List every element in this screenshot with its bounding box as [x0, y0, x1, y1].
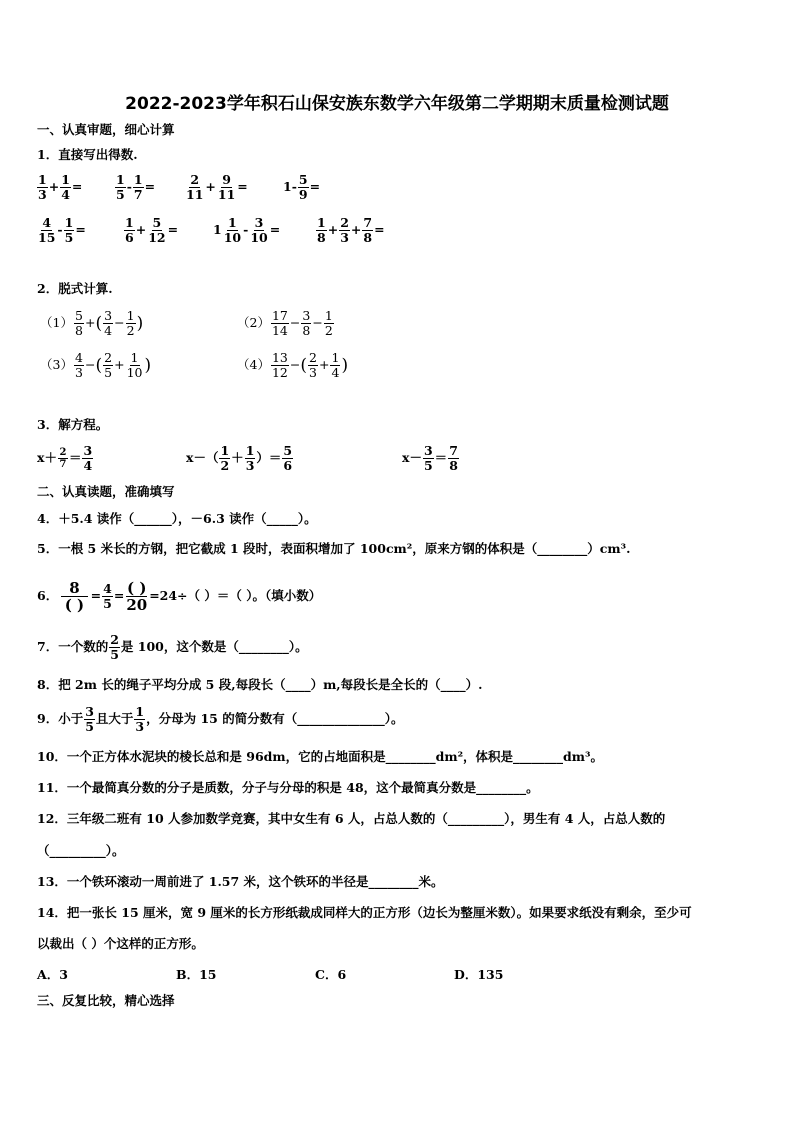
fraction: $\frac{2}{5}$	[110, 632, 119, 662]
q1-item-5: $\frac{4}{15}$ - $\frac{1}{5}$ =	[38, 215, 86, 245]
q1-item-6: $\frac{1}{6}$ + $\frac{5}{12}$ =	[125, 215, 179, 245]
fraction: $\frac{1}{2}$	[126, 308, 135, 338]
q3-equation-2: x－（ $\frac{1}{2}$ ＋ $\frac{1}{3}$ ）＝ $\frac{5}{6}$	[186, 443, 293, 473]
fraction: $\frac{2}{5}$	[104, 350, 113, 380]
fraction: $\frac{3}{4}$	[83, 443, 93, 473]
fraction: $\frac{1}{10}$	[126, 350, 143, 380]
q2-label: 2．脱式计算.	[37, 281, 113, 296]
fraction: $\frac{2}{7}$	[59, 447, 67, 470]
q2-item-1: （1） $\frac{5}{8}$ +( $\frac{3}{4}$ − $\frac{1}{2}$ )	[40, 308, 144, 338]
fraction: $\frac{1}{2}$	[220, 443, 230, 473]
fraction: $\frac{4}{3}$	[74, 350, 83, 380]
q11: 11．一个最简真分数的分子是质数，分子与分母的积是 48，这个最简真分数是________。	[37, 780, 539, 795]
q12-line-2: （_________）。	[37, 843, 125, 858]
fraction: $\frac{5}{6}$	[283, 443, 293, 473]
q8: 8．把 2m 长的绳子平均分成 5 段,每段长（____）m,每段长是全长的（____）.	[37, 677, 483, 692]
section-3-heading: 三、反复比较，精心选择	[37, 993, 175, 1008]
page-title: 2022-2023学年积石山保安族东数学六年级第二学期期末质量检测试题	[125, 94, 669, 114]
fraction: $\frac{4}{5}$	[103, 581, 112, 611]
q1-item-1: $\frac{1}{3}$ + $\frac{1}{4}$ =	[38, 172, 83, 202]
q3-label: 3．解方程。	[37, 417, 109, 432]
q7: 7．一个数的 $\frac{2}{5}$ 是 100，这个数是（________）。	[37, 632, 308, 662]
q2-item-2: （2） $\frac{17}{14}$ − $\frac{3}{8}$ − $\frac{1}{2}$	[237, 308, 333, 338]
q12-line-1: 12．三年级二班有 10 人参加数学竞赛，其中女生有 6 人，占总人数的（_________），男生有 4 人，占总人数的	[37, 811, 666, 826]
fraction: $\frac{7}{8}$	[449, 443, 458, 473]
q1-item-3: $\frac{2}{11}$ + $\frac{9}{11}$ =	[186, 172, 248, 202]
fraction: $\frac{( )}{20}$	[126, 579, 148, 614]
fraction: $\frac{7}{8}$	[363, 215, 373, 245]
fraction: $\frac{13}{12}$	[271, 350, 288, 380]
fraction: $\frac{1}{7}$	[133, 172, 143, 202]
q1-item-2: $\frac{1}{5}$ - $\frac{1}{7}$ =	[116, 172, 156, 202]
q9: 9．小于 $\frac{3}{5}$ 且大于 $\frac{1}{3}$ ，分母为 15 的简分数有（______________）。	[37, 704, 404, 734]
q2-item-3: （3） $\frac{4}{3}$ −( $\frac{2}{5}$ + $\frac{1}{10}$ )	[40, 350, 152, 380]
fraction: $\frac{2}{11}$	[186, 172, 204, 202]
fraction: $\frac{3}{5}$	[85, 704, 94, 734]
fraction: $\frac{8}{( )}$	[61, 580, 87, 613]
fraction: $\frac{1}{5}$	[116, 172, 125, 202]
q14-option-d: D．135	[454, 967, 504, 982]
q1-label: 1．直接写出得数.	[37, 147, 138, 162]
section-1-heading: 一、认真审题，细心计算	[37, 122, 175, 137]
q14-option-b: B．15	[176, 967, 217, 982]
fraction: $\frac{3}{4}$	[104, 308, 113, 338]
fraction: $\frac{1}{6}$	[125, 215, 134, 245]
fraction: $\frac{9}{11}$	[217, 172, 236, 202]
q10: 10．一个正方体水泥块的棱长总和是 96dm，它的占地面积是________dm²，体积是________dm³。	[37, 749, 603, 764]
q13: 13．一个铁环滚动一周前进了 1.57 米，这个铁环的半径是________米。	[37, 874, 444, 889]
q14-option-c: C．6	[315, 967, 347, 982]
q1-item-7: 1 $\frac{1}{10}$ - $\frac{3}{10}$ =	[213, 215, 281, 245]
q5: 5．一根 5 米长的方钢，把它截成 1 段时，表面积增加了 100cm²，原来方钢的体积是（________）cm³.	[37, 541, 631, 556]
fraction: $\frac{2}{3}$	[309, 350, 317, 380]
q6: 6． $\frac{8}{( )}$ = $\frac{4}{5}$ = $\frac{( )}{20}$ =24÷（ ）＝（ ）。（填小数）	[37, 579, 322, 614]
fraction: $\frac{3}{10}$	[250, 215, 268, 245]
q14-option-a: A．3	[37, 967, 68, 982]
fraction: $\frac{5}{12}$	[148, 215, 166, 245]
fraction: $\frac{5}{9}$	[298, 172, 308, 202]
fraction: $\frac{1}{8}$	[317, 215, 326, 245]
fraction: $\frac{1}{3}$	[38, 172, 47, 202]
fraction: $\frac{1}{4}$	[331, 350, 340, 380]
section-2-heading: 二、认真读题，准确填写	[37, 484, 175, 499]
q3-equation-1: x＋ $\frac{2}{7}$ ＝ $\frac{3}{4}$	[37, 443, 93, 473]
fraction: $\frac{1}{10}$	[223, 215, 242, 245]
fraction: $\frac{3}{5}$	[423, 443, 433, 473]
q1-item-8: $\frac{1}{8}$ + $\frac{2}{3}$ + $\frac{7}{8}$ =	[317, 215, 385, 245]
fraction: $\frac{1}{5}$	[64, 215, 74, 245]
q3-equation-3: x－ $\frac{3}{5}$ ＝ $\frac{7}{8}$	[402, 443, 458, 473]
fraction: $\frac{1}{2}$	[324, 308, 333, 338]
fraction: $\frac{4}{15}$	[38, 215, 56, 245]
fraction: $\frac{1}{4}$	[61, 172, 70, 202]
q4: 4．＋5.4 读作（______），－6.3 读作（_____）。	[37, 511, 317, 526]
fraction: $\frac{5}{8}$	[74, 308, 83, 338]
q1-item-4: 1- $\frac{5}{9}$ =	[283, 172, 321, 202]
fraction: $\frac{1}{3}$	[245, 443, 255, 473]
q14-line-1: 14．把一张长 15 厘米，宽 9 厘米的长方形纸裁成同样大的正方形（边长为整厘米数）。如果要求纸没有剩余，至少可	[37, 905, 692, 920]
q14-line-2: 以裁出（ ）个这样的正方形。	[37, 936, 204, 951]
fraction: $\frac{17}{14}$	[271, 308, 288, 338]
fraction: $\frac{2}{3}$	[340, 215, 349, 245]
q2-item-4: （4） $\frac{13}{12}$ −( $\frac{2}{3}$ + $\frac{1}{4}$ )	[237, 350, 349, 380]
fraction: $\frac{3}{8}$	[302, 308, 311, 338]
fraction: $\frac{1}{3}$	[135, 704, 145, 734]
